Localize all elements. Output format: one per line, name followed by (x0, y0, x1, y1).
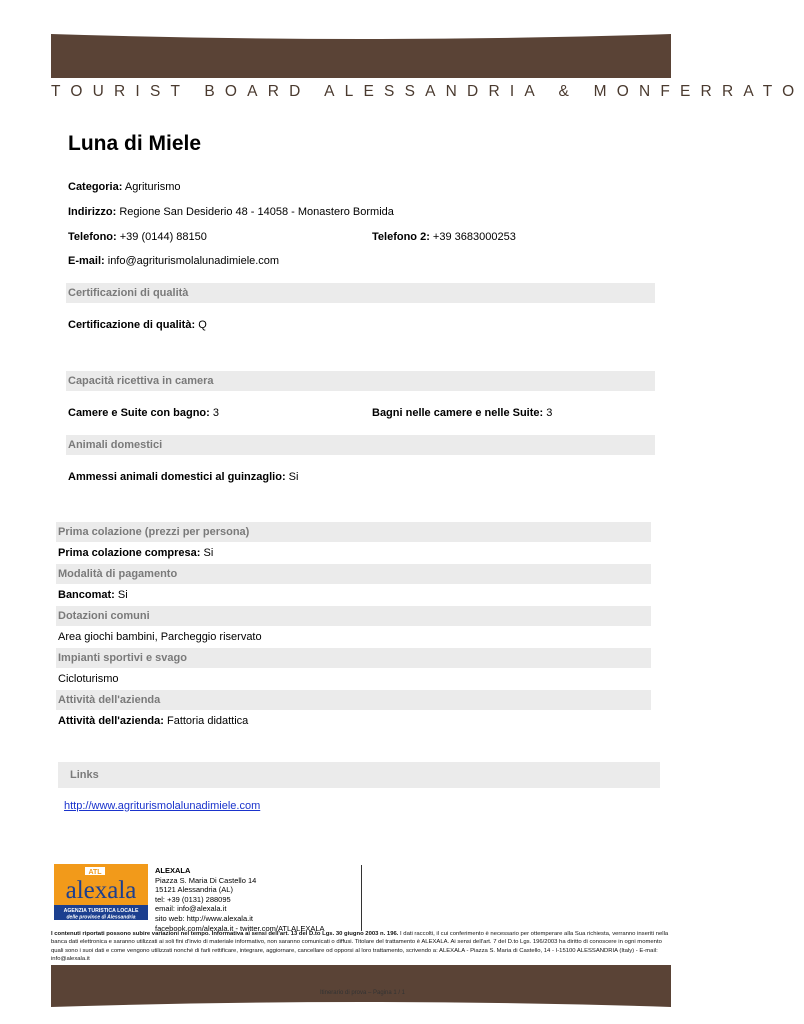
field-value: +39 3683000253 (429, 231, 516, 243)
disclaimer (51, 930, 671, 964)
field-value: Si (285, 471, 299, 483)
section-capacita (66, 371, 655, 391)
field-label: Telefono: (68, 231, 117, 243)
field-indirizzo (68, 206, 394, 218)
section-pagamento (56, 564, 651, 584)
address-line-6: facebook.com/alexala.it - twitter.com/ATLALEXALA (155, 923, 325, 933)
section-title: Dotazioni comuni (58, 610, 150, 622)
address-line-0: ALEXALA (155, 866, 191, 875)
field-label: E-mail: (68, 255, 105, 267)
section-title: Animali domestici (68, 439, 163, 451)
field-telefono (68, 231, 207, 243)
field-bagni (372, 407, 552, 419)
field-camere (68, 407, 219, 419)
disclaimer-bold: I contenuti riportati possono subire variazioni nel tempo. Informativa ai sensi dell'art. 13 del D.to Lgs. 30 giugno 2003 n. 196. (51, 931, 399, 937)
section-dotazioni (56, 606, 651, 626)
section-title: Certificazioni di qualità (68, 287, 189, 299)
section-certificazioni (66, 283, 655, 303)
field-value: Agriturismo (122, 181, 181, 193)
field-colazione (58, 547, 213, 559)
board-title: TOURIST BOARD ALESSANDRIA & MONFERRATO (51, 83, 804, 100)
logo-name: alexala (65, 877, 137, 904)
section-title: Links (70, 769, 99, 781)
field-certificazione (68, 319, 207, 331)
field-categoria (68, 181, 180, 193)
field-label: Certificazione di qualità: (68, 319, 196, 331)
address-line-4: email: info@alexala.it (155, 904, 227, 914)
field-value: Cicloturismo (58, 673, 119, 685)
section-title: Impianti sportivi e svago (58, 652, 187, 664)
section-animali (66, 435, 655, 455)
field-value: Area giochi bambini, Parcheggio riservato (58, 631, 262, 643)
field-animali (68, 471, 298, 483)
field-value: 3 (209, 407, 219, 419)
page-title: Luna di Miele (68, 132, 202, 155)
disclaimer-text: I dati raccolti, il cui conferimento è necessario per ottemperare alla Sua richiesta, verranno inseriti nella banca dati elettronica e saranno utilizzati ai soli fini d'invio di materiale informativo, non saranno comunicati o diffusi. Titolare del trattamento è ALEXALA. Ai sensi dell'art. 7 del D.to Lgs. 196/2003 ha diritto di conoscere in ogni momento quali sono i suoi dati e come vengono utilizzati nonché di farli rettificare, integrare, aggiornare, cancellare od opporsi al loro trattamento, scrivendo a: ALEXALA - Piazza S. Maria di Castello, 14 - I-15100 ALESSANDRIA (Italy) - E-mail: info@alexala.it (51, 931, 669, 963)
section-colazione (56, 522, 651, 542)
field-label: Indirizzo: (68, 206, 117, 218)
field-value: Si (200, 547, 214, 559)
page-footer: Itinerario di prova – Pagina 1 / 1 (319, 990, 406, 996)
address-line-1: Piazza S. Maria Di Castello 14 (155, 875, 257, 885)
field-label: Bancomat: (58, 589, 115, 601)
address-line-2: 15121 Alessandria (AL) (155, 885, 233, 895)
field-telefono-2 (372, 231, 516, 243)
field-value: +39 (0144) 88150 (116, 231, 207, 243)
field-value: Fattoria didattica (163, 715, 249, 727)
field-value: Si (114, 589, 128, 601)
field-label: Ammessi animali domestici al guinzaglio: (68, 471, 286, 483)
field-email (68, 255, 279, 267)
section-title: Capacità ricettiva in camera (68, 375, 214, 387)
field-label: Telefono 2: (372, 231, 430, 243)
alexala-logo (54, 864, 148, 920)
section-title: Modalità di pagamento (58, 568, 178, 580)
section-title: Attività dell'azienda (58, 694, 161, 706)
field-attivita (58, 715, 248, 727)
field-impianti (58, 673, 119, 685)
footer-divider (361, 865, 362, 931)
field-label: Attività dell'azienda: (58, 715, 164, 727)
website-link[interactable]: http://www.agriturismolalunadimiele.com (64, 800, 261, 812)
field-value: 3 (543, 407, 553, 419)
logo-line2: delle province di Alessandria (66, 914, 136, 921)
field-label: Prima colazione compresa: (58, 547, 201, 559)
section-impianti (56, 648, 651, 668)
field-value: Q (195, 319, 207, 331)
address-line-5: sito web: http://www.alexala.it (155, 914, 253, 923)
section-attivita (56, 690, 651, 710)
footer-band (51, 965, 671, 1007)
logo-line1: AGENZIA TURISTICA LOCALE (63, 908, 139, 914)
section-links (58, 762, 660, 788)
header-band (51, 34, 671, 78)
field-value: info@agriturismolalunadimiele.com (104, 255, 280, 267)
field-label: Camere e Suite con bagno: (68, 407, 210, 419)
logo-atl: ATL (88, 869, 102, 876)
field-bancomat (58, 589, 128, 601)
field-label: Categoria: (68, 181, 123, 193)
section-title: Prima colazione (prezzi per persona) (58, 526, 250, 538)
field-dotazioni (58, 631, 262, 643)
field-value: Regione San Desiderio 48 - 14058 - Monastero Bormida (116, 206, 394, 218)
address-line-3: tel: +39 (0131) 288095 (155, 894, 231, 904)
field-label: Bagni nelle camere e nelle Suite: (372, 407, 544, 419)
